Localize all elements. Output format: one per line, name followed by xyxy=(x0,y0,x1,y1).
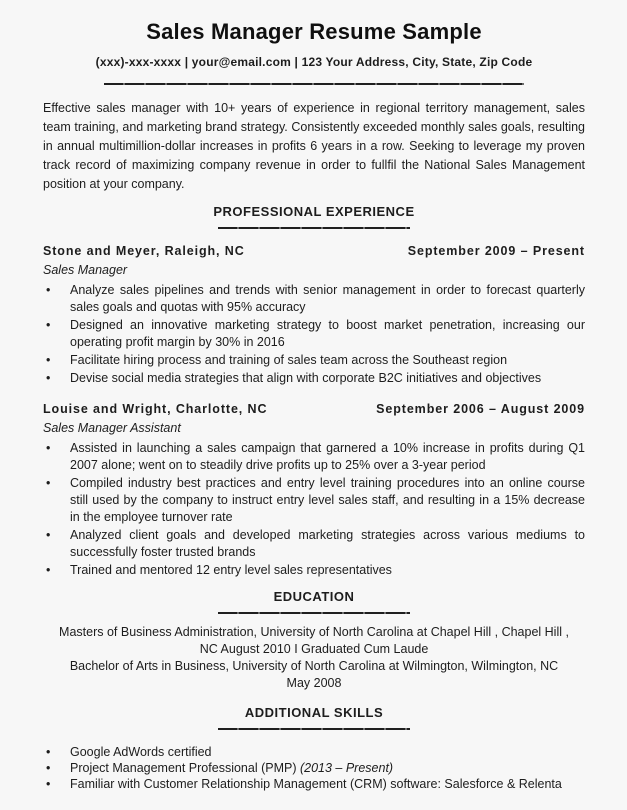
bullet-item: • Designed an innovative marketing strategy to boost market penetration, increasing our operating profit margin by 30% in 2016 xyxy=(43,317,585,351)
education-entries xyxy=(43,624,585,692)
bullet-item: • Analyzed client goals and developed marketing strategies across various mediums to successfully foster trusted brands xyxy=(43,527,585,561)
contact-line: (xxx)-xxx-xxxx | your@email.com | 123 Your Address, City, State, Zip Code xyxy=(95,55,533,69)
page-title: Sales Manager Resume Sample xyxy=(146,19,482,44)
header-divider xyxy=(104,83,524,85)
education-divider xyxy=(218,612,410,614)
skill-text: Google AdWords certified xyxy=(70,745,212,759)
education-entry-line: May 2008 xyxy=(286,676,342,690)
skills-divider xyxy=(218,728,410,730)
bullet-item: • Assisted in launching a sales campaign that garnered a 10% increase in profits during Q1 2007 alone; went on to steadily drive profits up to 25% over a 3-year period xyxy=(43,440,585,474)
job-title: Sales Manager xyxy=(43,263,128,277)
job-bullet-list xyxy=(43,440,585,579)
job-bullet-list xyxy=(43,282,585,387)
company-name: Stone and Meyer, Raleigh, NC xyxy=(43,244,245,258)
skill-item xyxy=(43,744,585,760)
bullet-item: • Facilitate hiring process and training of sales team across the Southeast region xyxy=(43,352,585,369)
skill-text: Project Management Professional (PMP) xyxy=(70,761,300,775)
job-header xyxy=(43,402,585,417)
company-name: Louise and Wright, Charlotte, NC xyxy=(43,402,268,416)
section-heading-education: EDUCATION xyxy=(273,589,355,604)
section-heading-skills: ADDITIONAL SKILLS xyxy=(244,705,384,720)
skill-item xyxy=(43,776,585,792)
job-title: Sales Manager Assistant xyxy=(43,421,181,435)
job-header xyxy=(43,244,585,259)
job-dates: September 2006 – August 2009 xyxy=(376,402,585,416)
education-entry-line: Masters of Business Administration, University of North Carolina at Chapel Hill , Chapel Hill , xyxy=(59,625,569,639)
education-entry-line: Bachelor of Arts in Business, University of North Carolina at Wilmington, Wilmington, NC xyxy=(69,659,559,673)
experience-divider xyxy=(218,227,410,229)
bullet-item: • Trained and mentored 12 entry level sales representatives xyxy=(43,562,585,579)
skill-text: Familiar with Customer Relationship Management (CRM) software: Salesforce & Relenta xyxy=(70,777,562,791)
skills-list xyxy=(43,744,585,792)
education-entry-line: NC August 2010 I Graduated Cum Laude xyxy=(199,642,429,656)
job-dates: September 2009 – Present xyxy=(407,244,585,258)
section-heading-experience: PROFESSIONAL EXPERIENCE xyxy=(213,204,415,219)
skill-item xyxy=(43,760,585,776)
bullet-item: • Compiled industry best practices and entry level training procedures into an online course still used by the company to instruct entry level sales staff, and resulting in a 15% decrease in the employee turnover rate xyxy=(43,475,585,526)
bullet-item: • Devise social media strategies that align with corporate B2C initiatives and objectives xyxy=(43,370,585,387)
skill-text-italic: (2013 – Present) xyxy=(299,761,394,775)
bullet-item: • Analyze sales pipelines and trends with senior management in order to forecast quarterly sales goals and quotas with 95% accuracy xyxy=(43,282,585,316)
summary-paragraph: Effective sales manager with 10+ years of experience in regional territory management, sales team training, and marketing brand strategy. Consistently exceeded monthly sales goals, resulting in annual multimillion-dollar increases in profits 6 years in a row. Seeking to leverage my proven track record of maximizing company revenue in order to fullfil the National Sales Management position at your company. xyxy=(43,101,585,191)
